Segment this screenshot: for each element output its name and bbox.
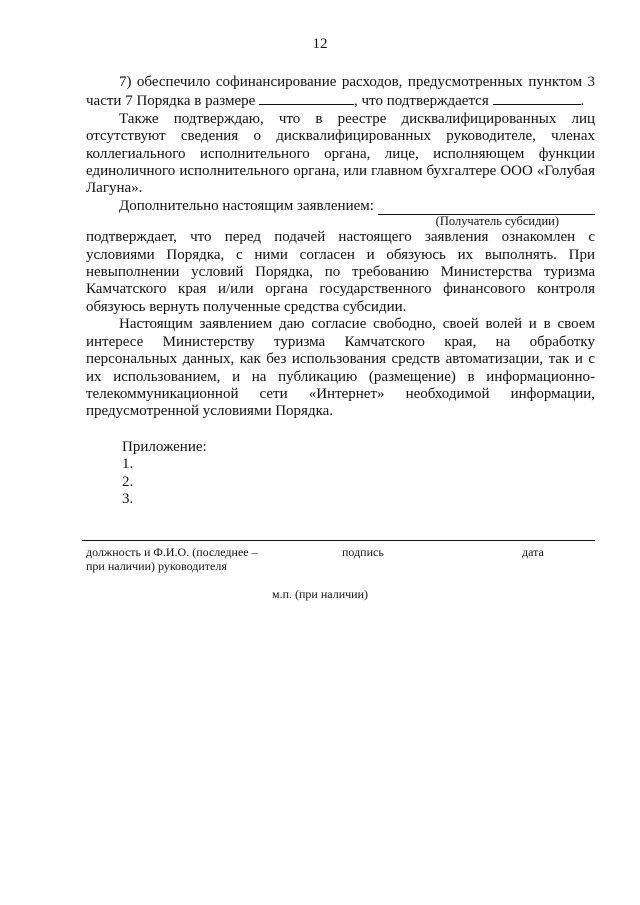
additional-statement-row — [86, 198, 595, 215]
paragraph-item-7 — [86, 74, 595, 111]
date-caption: дата — [522, 545, 544, 559]
document-body — [86, 74, 595, 508]
recipient-caption: (Получатель субсидии) — [435, 214, 559, 229]
item-7-text-c: . — [580, 93, 585, 110]
item-7-text-a: 7) обеспечило софинансирование расходов, предусмотренных пунктом 3 части 7 Порядка в размере — [86, 74, 595, 110]
item-7-text-b: , что подтверждается — [354, 93, 489, 110]
paragraph-consent: Настоящим заявлением даю согласие свободно, своей волей и в своем интересе Министерству туризма Камчатского края, на обработку персональных данных, как без использования средств автоматизации, так и с их использованием, и на публикацию (размещение) в информационно-телекоммуникационной сети «Интернет» необходимой информации, предусмотренной условиями Порядка. — [86, 316, 595, 420]
attachments-list — [86, 439, 595, 509]
signature-line — [82, 540, 595, 541]
recipient-blank — [378, 201, 595, 215]
attachment-item: 1. — [122, 456, 134, 473]
paragraph-confirmation: подтверждает, что перед подачей настоящего заявления ознакомлен с условиями Порядка, с ними согласен и обязуюсь их выполнять. При невыполнении условий Порядка, по требованию Министерства туризма Камчатского края и/или органа государственного финансового контроля обязуюсь вернуть полученные средства субсидии. — [86, 229, 595, 315]
stamp-caption: м.п. (при наличии) — [272, 587, 368, 601]
position-caption-line1: должность и Ф.И.О. (последнее – — [86, 545, 258, 559]
additional-statement-label: Дополнительно настоящим заявлением: — [119, 197, 374, 214]
attachment-item: 2. — [122, 473, 134, 490]
attachments-label: Приложение: — [122, 438, 207, 455]
position-caption-line2: при наличии) руководителя — [86, 559, 227, 573]
position-caption — [86, 545, 258, 573]
attachment-item: 3. — [122, 490, 134, 507]
confirmation-blank — [493, 91, 581, 105]
paragraph-disqualification: Также подтверждаю, что в реестре дисквалифицированных лиц отсутствуют сведения о дисквалифицированных руководителе, членах коллегиального исполнительного органа, лице, исполняющем функции единоличного исполнительного органа, или главном бухгалтере ООО «Голубая Лагуна». — [86, 110, 595, 197]
amount-blank — [259, 91, 354, 105]
page-number: 12 — [312, 36, 328, 52]
signature-caption: подпись — [342, 545, 384, 559]
